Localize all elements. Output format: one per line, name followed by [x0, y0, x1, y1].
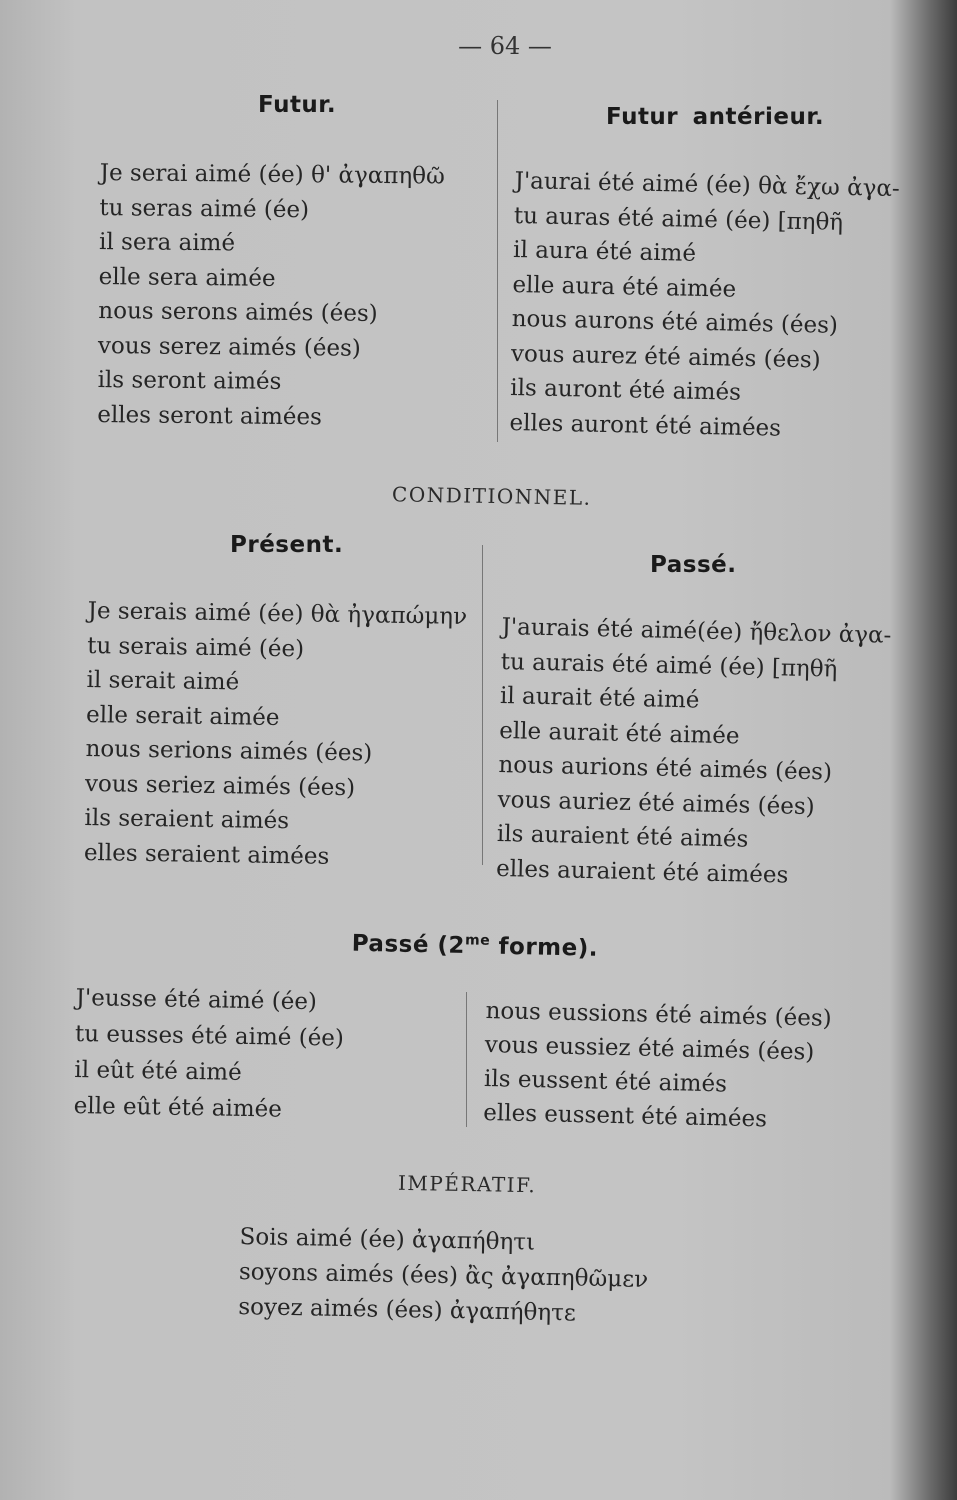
conjugation-line: nous serions aimés (ées)	[85, 735, 373, 767]
conjugation-line: vous auriez été aimés (ées)	[497, 786, 815, 820]
column-divider	[497, 100, 498, 442]
futur-anterieur-heading: Futur antérieur.	[606, 104, 825, 130]
conjugation-line: J'aurai été aimé (ée) θὰ ἔχω ἀγα-	[514, 167, 900, 203]
conjugation-line: Je serais aimé (ée) θὰ ἠγαπώμην	[87, 597, 468, 630]
heading-text: Passé (2	[351, 930, 466, 960]
present-heading: Présent.	[230, 532, 344, 558]
conjugation-line: elle eût été aimée	[73, 1092, 283, 1123]
conjugation-line: nous aurons été aimés (ées)	[511, 305, 839, 339]
conjugation-line: elles auraient été aimées	[495, 855, 789, 889]
conjugation-line: il eût été aimé	[74, 1056, 242, 1086]
conjugation-line: vous aurez été aimés (ées)	[510, 340, 821, 373]
conjugation-line: nous aurions été aimés (ées)	[498, 751, 833, 786]
passe-conjugation	[496, 610, 892, 895]
conjugation-line: vous serez aimés (ées)	[97, 332, 361, 362]
heading-superscript: me	[464, 932, 491, 949]
futur-heading: Futur.	[258, 92, 337, 118]
conjugation-line: tu serais aimé (ée)	[86, 632, 305, 662]
imperatif-conjugation	[238, 1220, 649, 1333]
column-divider	[482, 545, 483, 865]
conjugation-line: il sera aimé	[98, 228, 236, 257]
conjugation-line: elle sera aimée	[98, 263, 276, 292]
conjugation-line: ils seraient aimés	[84, 804, 290, 835]
heading-text-end: forme).	[489, 933, 599, 962]
conditionnel-section-title: CONDITIONNEL.	[391, 482, 592, 510]
column-divider	[466, 992, 467, 1127]
conjugation-line: elle serait aimée	[85, 701, 280, 731]
conjugation-line: ils auraient été aimés	[496, 820, 749, 853]
conjugation-line: tu seras aimé (ée)	[99, 194, 310, 223]
conjugation-line: il serait aimé	[86, 666, 240, 696]
conjugation-line: elle aurait été aimée	[498, 717, 740, 749]
conjugation-line: tu eusses été aimé (ée)	[74, 1020, 345, 1052]
conjugation-line: tu auras été aimé (ée) [πηθῆ	[513, 202, 844, 236]
page-number: — 64 —	[458, 32, 552, 60]
passe-deuxieme-forme-heading	[351, 930, 598, 962]
conjugation-line: ils seront aimés	[97, 366, 282, 395]
imperatif-section-title: IMPÉRATIF.	[397, 1170, 537, 1198]
conjugation-line: nous serons aimés (ées)	[98, 297, 378, 327]
conjugation-line: il aurait été aimé	[499, 682, 700, 714]
conjugation-line: elles auront été aimées	[509, 409, 782, 442]
conjugation-line: ils auront été aimés	[510, 374, 742, 406]
passe-heading: Passé.	[650, 552, 737, 578]
passe2-left-conjugation	[73, 980, 344, 1129]
conjugation-line: elles seraient aimées	[83, 839, 330, 870]
conjugation-line: soyez aimés (ées) ἀγαπήθητε	[238, 1293, 577, 1327]
conjugation-line: vous seriez aimés (ées)	[84, 770, 356, 801]
conjugation-line: tu aurais été aimé (ée) [πηθῆ	[500, 648, 838, 683]
futur-conjugation	[97, 156, 445, 436]
conjugation-line: nous eussions été aimés (ées)	[485, 997, 832, 1032]
conjugation-line: elle aura été aimée	[512, 271, 737, 303]
present-conjugation	[84, 594, 468, 876]
conjugation-line: J'aurais été aimé(ée) ἤθελον ἀγα-	[501, 613, 892, 649]
conjugation-line: vous eussiez été aimés (ées)	[484, 1031, 815, 1066]
conjugation-line: elles seront aimées	[97, 401, 322, 430]
conjugation-line: ils eussent été aimés	[483, 1065, 728, 1098]
conjugation-line: soyons aimés (ées) ἂς ἀγαπηθῶμεν	[238, 1258, 649, 1293]
conjugation-line: il aura été aimé	[512, 236, 697, 267]
conjugation-line: elles eussent été aimées	[483, 1099, 768, 1133]
passe2-right-conjugation	[483, 994, 832, 1138]
conjugation-line: Je serai aimé (ée) θ' ἀγαπηθῶ	[99, 159, 445, 190]
conjugation-line: Sois aimé (ée) ἀγαπήθητι	[239, 1223, 536, 1256]
conjugation-line: J'eusse été aimé (ée)	[75, 984, 318, 1016]
futur-anterieur-conjugation	[509, 164, 900, 448]
